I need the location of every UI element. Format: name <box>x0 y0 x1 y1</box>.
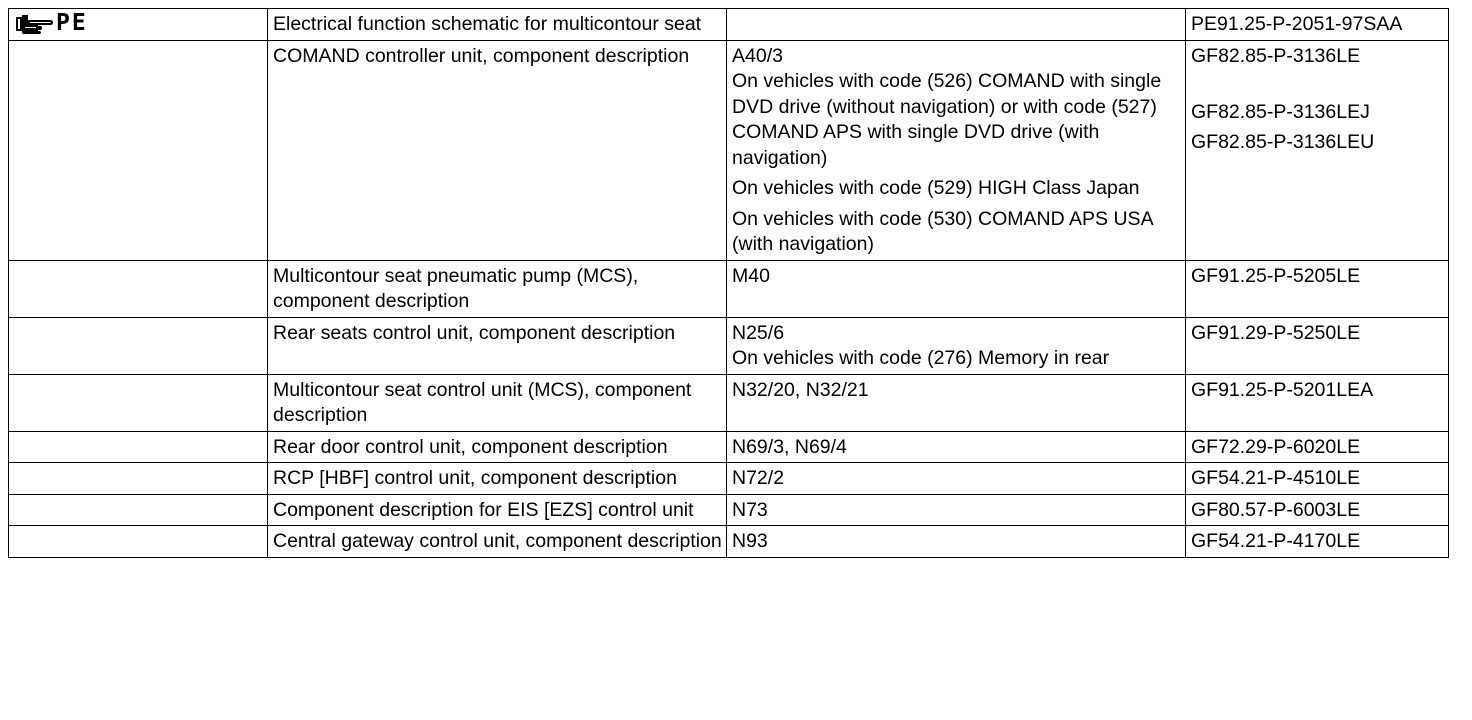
component-entry <box>732 176 1181 202</box>
marker-cell <box>9 40 268 260</box>
component-codes-cell <box>727 463 1186 495</box>
component-line: N25/6 <box>732 321 785 344</box>
component-codes-cell <box>727 374 1186 431</box>
reference-link[interactable]: GF80.57-P-6003LE <box>1191 498 1361 521</box>
component-description: Rear door control unit, component description <box>268 431 727 463</box>
pointing-hand-icon <box>14 13 54 35</box>
component-line: On vehicles with code (529) HIGH Class Japan <box>732 177 1140 199</box>
document-title: Electrical function schematic for multicontour seat <box>268 9 727 41</box>
table-row <box>9 494 1449 526</box>
reference-link[interactable]: GF91.25-P-5205LE <box>1191 264 1361 287</box>
component-codes-cell <box>727 494 1186 526</box>
component-entry <box>732 321 1181 372</box>
component-line: N93 <box>732 530 768 552</box>
marker-cell <box>9 317 268 374</box>
reference-link[interactable]: GF72.29-P-6020LE <box>1191 435 1361 458</box>
reference-table <box>8 8 1449 558</box>
component-line: N73 <box>732 498 768 521</box>
table-row <box>9 260 1449 317</box>
pe-label: PE <box>56 10 88 37</box>
reference-cell <box>1186 526 1449 558</box>
table-row <box>9 40 1449 260</box>
reference-link[interactable]: GF82.85-P-3136LE <box>1191 44 1361 67</box>
component-entry <box>732 498 1181 524</box>
component-description: Central gateway control unit, component description <box>268 526 727 558</box>
table-body <box>9 9 1449 558</box>
marker-cell <box>9 494 268 526</box>
component-entry <box>732 264 1181 290</box>
reference-cell <box>1186 494 1449 526</box>
table-row <box>9 431 1449 463</box>
component-entry <box>732 44 1181 172</box>
component-line: On vehicles with code (526) COMAND with single DVD drive (without navigation) or with code (527) COMAND APS with single DVD drive (with navigation) <box>732 70 1162 169</box>
component-codes-cell <box>727 260 1186 317</box>
component-line: A40/3 <box>732 44 783 67</box>
reference-cell <box>1186 431 1449 463</box>
marker-cell <box>9 463 268 495</box>
component-line: M40 <box>732 264 770 287</box>
component-description: Multicontour seat pneumatic pump (MCS), component description <box>268 260 727 317</box>
component-codes-cell <box>727 40 1186 260</box>
component-description: Rear seats control unit, component description <box>268 317 727 374</box>
component-description: Component description for EIS [EZS] control unit <box>268 494 727 526</box>
pe-marker <box>14 12 263 36</box>
header-components-cell <box>727 9 1186 41</box>
marker-cell <box>9 260 268 317</box>
table-row <box>9 526 1449 558</box>
marker-cell <box>9 526 268 558</box>
component-entry <box>732 435 1181 461</box>
component-codes-cell <box>727 431 1186 463</box>
component-codes-cell <box>727 317 1186 374</box>
reference-cell <box>1186 463 1449 495</box>
component-entry <box>732 529 1181 555</box>
table-row <box>9 374 1449 431</box>
document-reference-link[interactable]: PE91.25-P-2051-97SAA <box>1186 9 1449 41</box>
component-line: On vehicles with code (276) Memory in rear <box>732 347 1110 369</box>
table-row <box>9 317 1449 374</box>
component-description: RCP [HBF] control unit, component description <box>268 463 727 495</box>
reference-cell <box>1186 40 1449 260</box>
pe-marker-cell <box>9 9 268 41</box>
reference-link[interactable]: GF91.25-P-5201LEA <box>1191 378 1374 401</box>
component-line: N32/20, N32/21 <box>732 378 869 401</box>
component-line: N69/3, N69/4 <box>732 435 847 458</box>
component-line: N72/2 <box>732 467 785 489</box>
reference-cell <box>1186 374 1449 431</box>
component-line: On vehicles with code (530) COMAND APS USA (with navigation) <box>732 207 1153 255</box>
reference-link[interactable]: GF91.29-P-5250LE <box>1191 321 1361 344</box>
reference-link[interactable]: GF54.21-P-4510LE <box>1191 467 1361 489</box>
component-entry <box>732 466 1181 492</box>
component-entry <box>732 378 1181 404</box>
marker-cell <box>9 431 268 463</box>
component-description: Multicontour seat control unit (MCS), component description <box>268 374 727 431</box>
reference-link[interactable]: GF82.85-P-3136LEJ <box>1191 100 1370 123</box>
table-header-row <box>9 9 1449 41</box>
component-description: COMAND controller unit, component description <box>268 40 727 260</box>
reference-link[interactable]: GF82.85-P-3136LEU <box>1191 131 1375 153</box>
reference-cell <box>1186 317 1449 374</box>
component-codes-cell <box>727 526 1186 558</box>
reference-cell <box>1186 260 1449 317</box>
component-entry <box>732 207 1181 258</box>
marker-cell <box>9 374 268 431</box>
table-row <box>9 463 1449 495</box>
reference-link[interactable]: GF54.21-P-4170LE <box>1191 530 1361 552</box>
